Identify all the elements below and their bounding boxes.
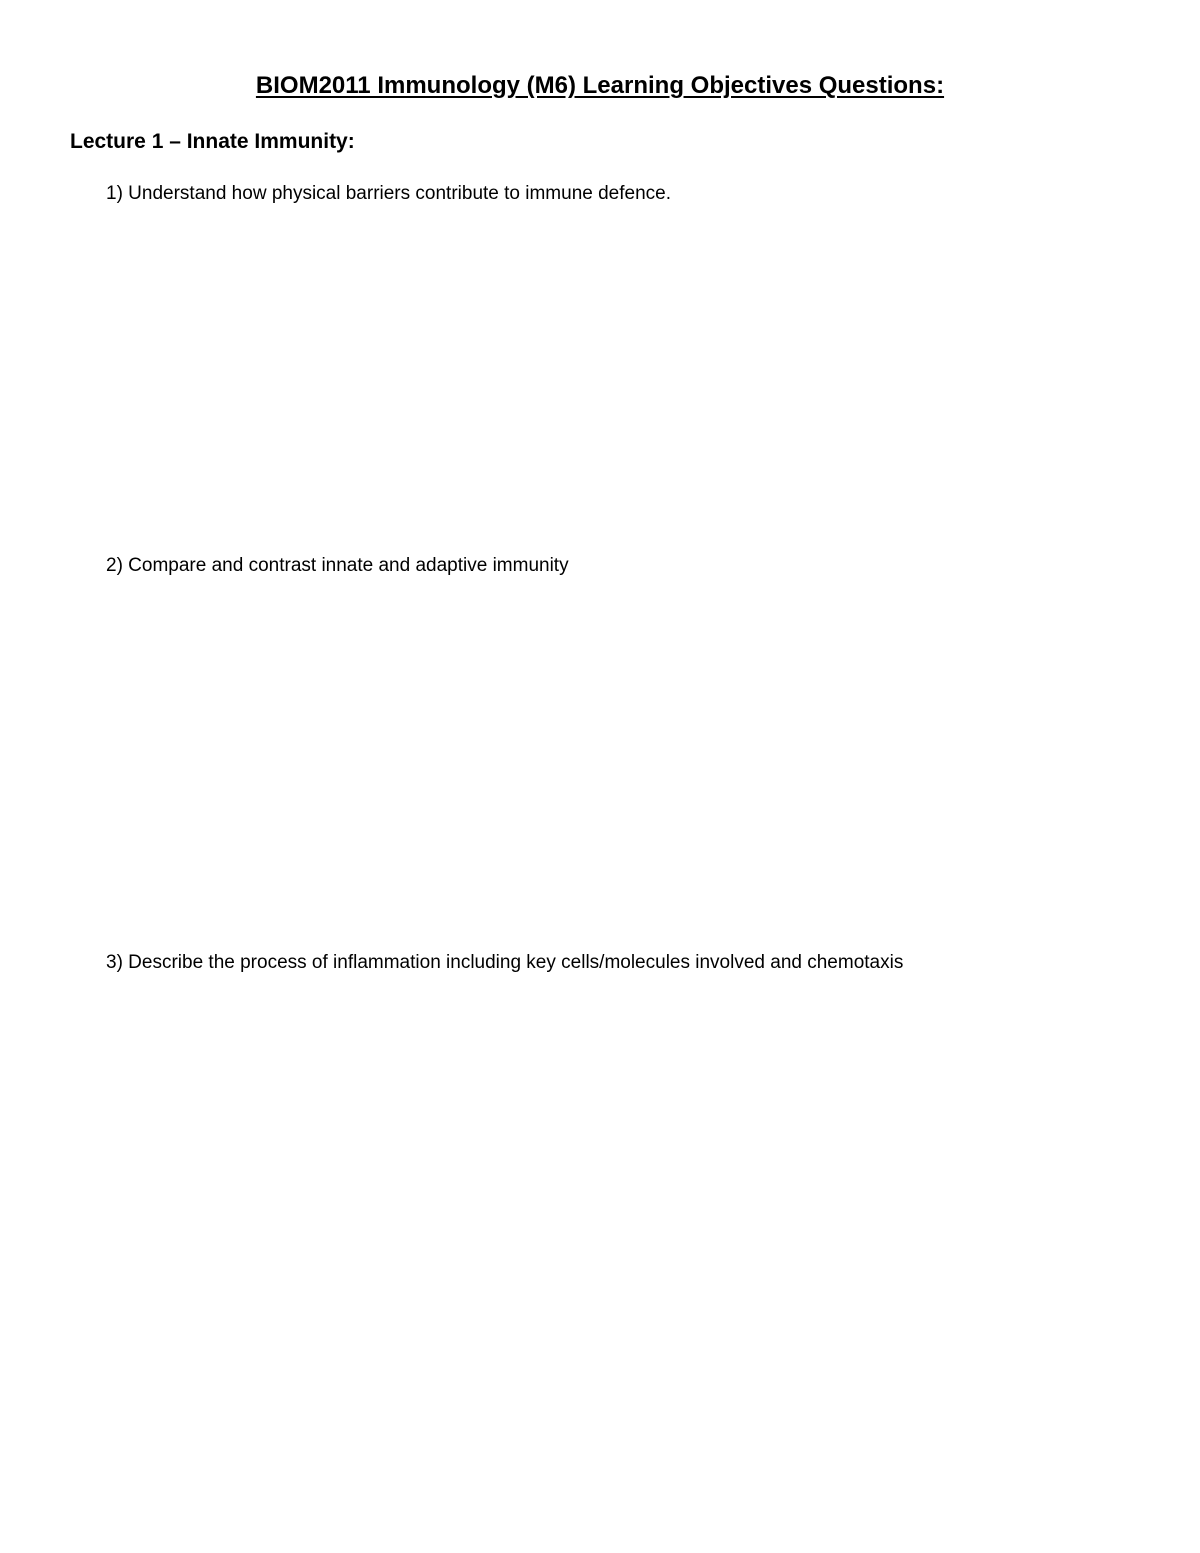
page-title: BIOM2011 Immunology (M6) Learning Objectives Questions: xyxy=(255,72,945,99)
question-2: 2) Compare and contrast innate and adaptive immunity xyxy=(106,555,569,576)
question-3: 3) Describe the process of inflammation including key cells/molecules involved and chemotaxis xyxy=(106,952,904,973)
section-heading-lecture-1: Lecture 1 – Innate Immunity: xyxy=(70,130,355,153)
question-1: 1) Understand how physical barriers contribute to immune defence. xyxy=(106,183,672,204)
